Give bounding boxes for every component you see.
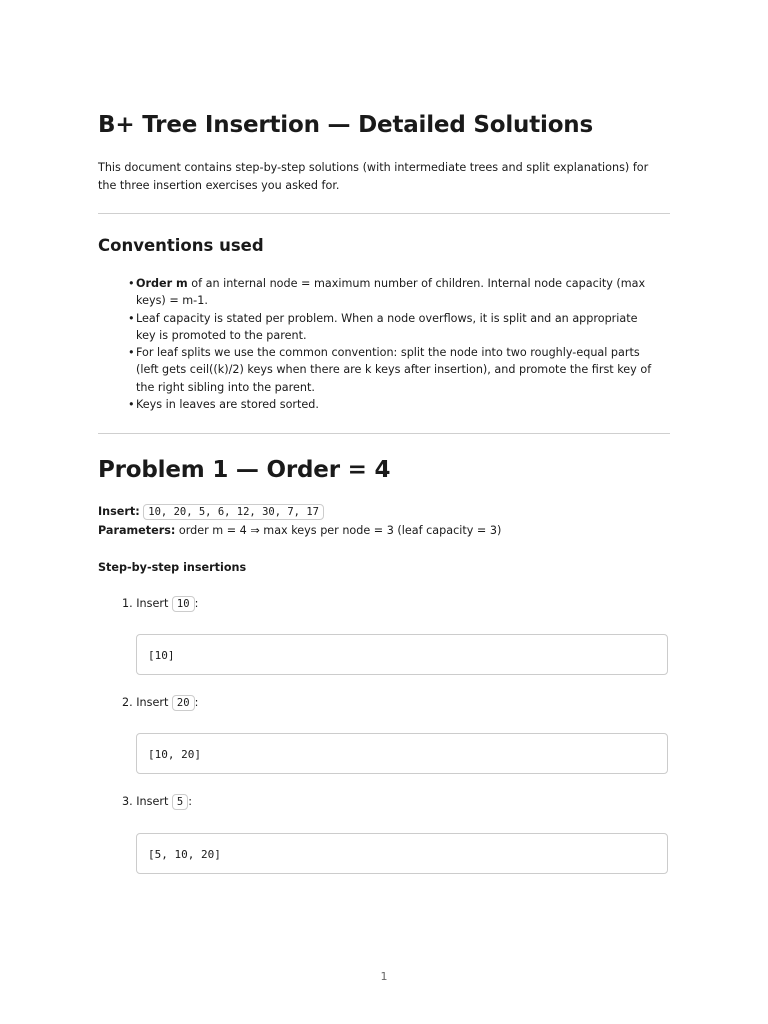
page-title: B+ Tree Insertion — Detailed Solutions [98,112,593,138]
page-number: 1 [380,970,388,983]
insert-label: Insert: [98,505,140,518]
step-item: 3. Insert 5 : [122,795,193,808]
conventions-list [128,275,658,413]
problem-heading: Problem 1 — Order = 4 [98,457,391,483]
divider [98,433,670,434]
tree-state-box: [10, 20] [136,733,668,774]
parameters-value: order m = 4 ⇒ max keys per node = 3 (leaf capacity = 3) [175,524,502,537]
step-item: 1. Insert 10 : [122,597,199,610]
step-key: 5 [172,794,188,810]
intro-paragraph: This document contains step-by-step solutions (with intermediate trees and split explanations) for the three insertion exercises you asked for. [98,161,649,192]
order-m-term: Order m [136,277,188,290]
list-item: • Leaf capacity is stated per problem. When a node overflows, it is split and an appropriate key is promoted to the parent. [128,310,658,345]
step-key: 20 [172,695,195,711]
conventions-heading: Conventions used [98,236,264,255]
parameters-line [98,524,501,537]
list-item: • For leaf splits we use the common convention: split the node into two roughly-equal parts (left gets ceil((k)/2) keys when there are k keys after insertion), and promote the first key of the right sibling into the parent. [128,344,658,396]
list-item: • Order m of an internal node = maximum number of children. Internal node capacity (max keys) = m-1. [128,275,658,310]
step-item: 2. Insert 20 : [122,696,199,709]
step-key: 10 [172,596,195,612]
insert-sequence: 10, 20, 5, 6, 12, 30, 7, 17 [143,504,324,520]
insert-line [98,505,324,518]
steps-heading: Step-by-step insertions [98,561,247,574]
parameters-label: Parameters: [98,524,176,537]
tree-state-box: [10] [136,634,668,675]
divider [98,213,670,214]
list-item: • Keys in leaves are stored sorted. [128,396,658,413]
tree-state-box: [5, 10, 20] [136,833,668,874]
